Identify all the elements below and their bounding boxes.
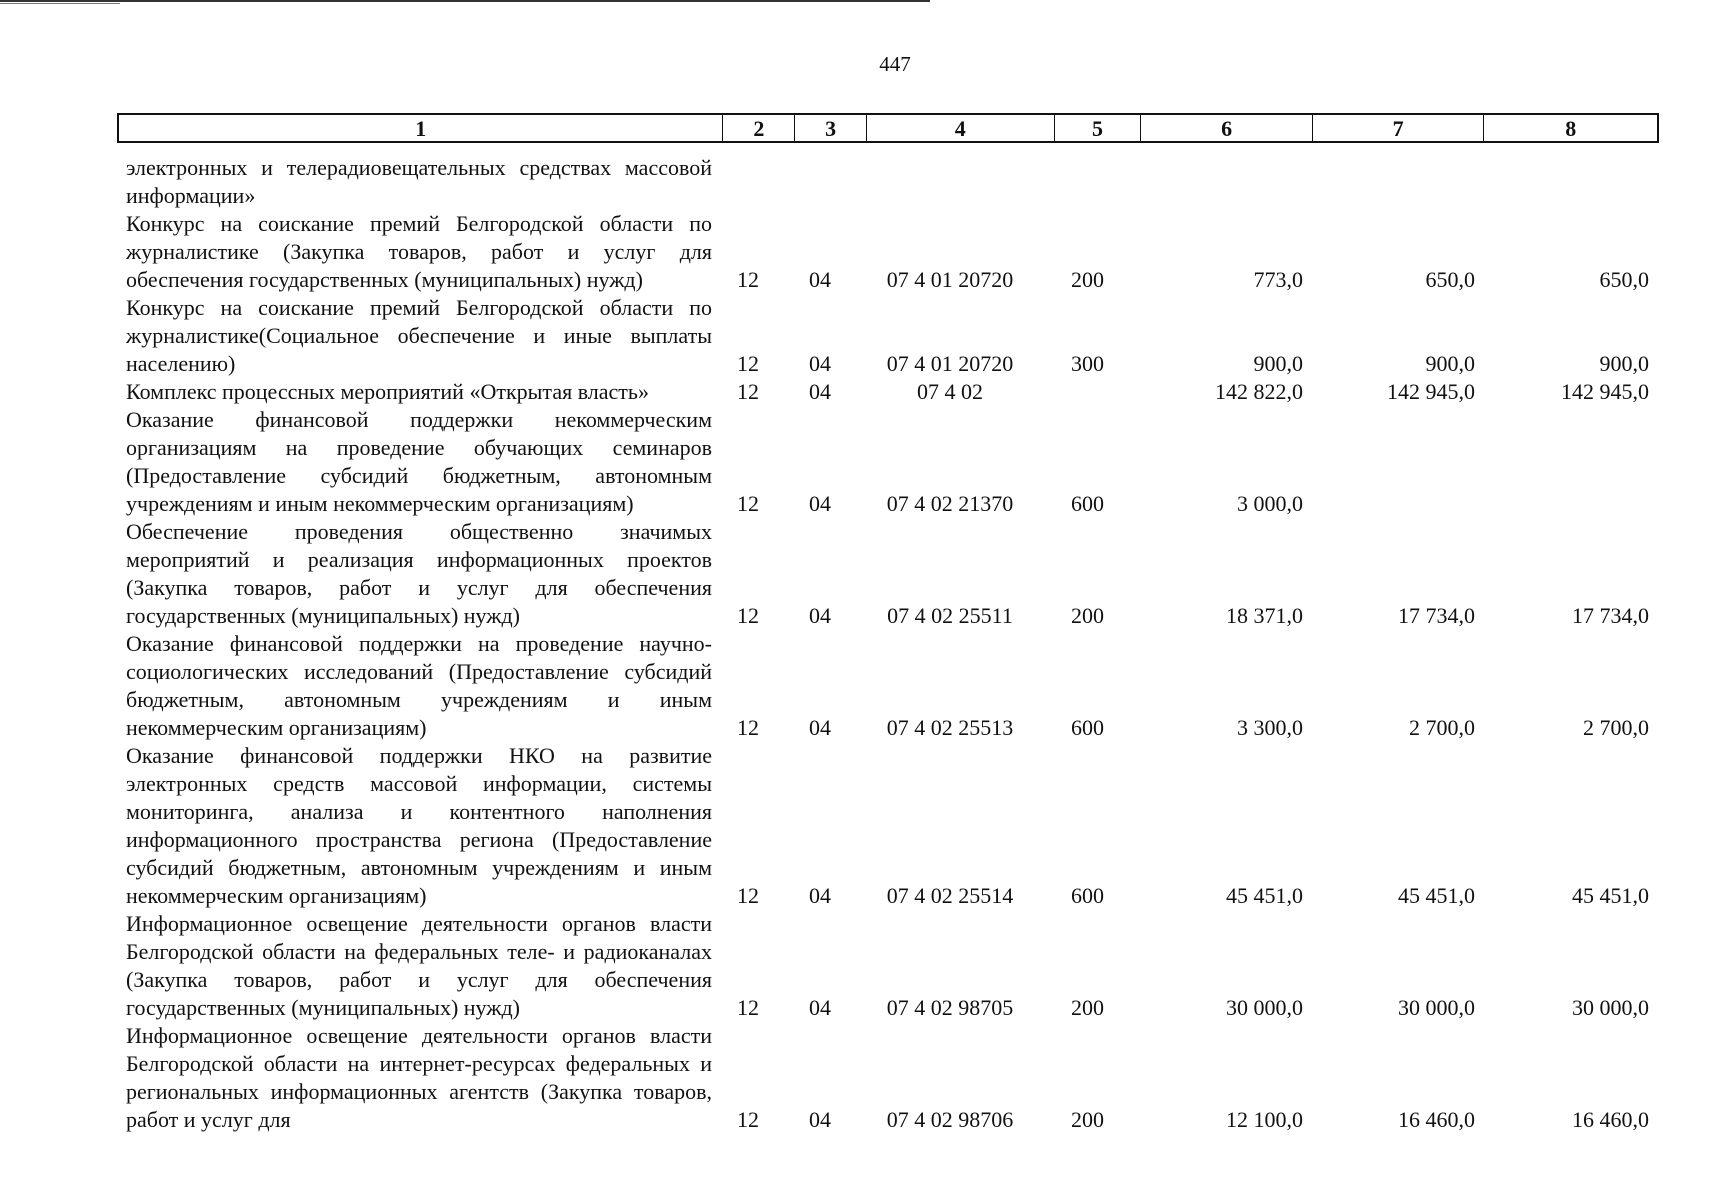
header-col-7: 7: [1313, 115, 1485, 141]
cell-section: 12: [737, 883, 759, 908]
table-row: [126, 294, 1659, 378]
header-col-2: 2: [723, 115, 795, 141]
cell-expense-type: 600: [1071, 491, 1104, 516]
cell-section: 12: [737, 995, 759, 1020]
cell-amount-col6: 45 451,0: [1226, 883, 1303, 908]
cell-amount-col6: 773,0: [1253, 267, 1303, 292]
cell-section: 12: [737, 603, 759, 628]
scan-edge-line: [0, 3, 120, 4]
table-row: [126, 742, 1659, 910]
cell-amount-col7: 900,0: [1425, 351, 1475, 376]
cell-section: 12: [737, 491, 759, 516]
header-col-4: 4: [867, 115, 1055, 141]
cell-expense-type: 200: [1071, 1107, 1104, 1132]
cell-amount-col7: 16 460,0: [1398, 1107, 1475, 1132]
cell-amount-col8: 16 460,0: [1572, 1107, 1649, 1132]
table-row: [126, 406, 1659, 518]
cell-amount-col8: 650,0: [1599, 267, 1649, 292]
cell-target-code: 07 4 01 20720: [886, 351, 1014, 376]
cell-subsection: 04: [809, 603, 831, 628]
cell-amount-col6: 18 371,0: [1226, 603, 1303, 628]
row-description: Конкурс на соискание премий Белгородской области по журналистике(Социальное обеспечение и иные выплаты населению): [126, 295, 712, 376]
cell-section: 12: [737, 1107, 759, 1132]
cell-target-code: 07 4 02: [917, 379, 983, 404]
cell-target-code: 07 4 02 25513: [886, 715, 1014, 740]
row-description: Оказание финансовой поддержки на проведение научно-социологических исследований (Предоставление субсидий бюджетным, автономным учреждениям и иным некоммерческим организациям): [126, 631, 712, 740]
cell-subsection: 04: [809, 883, 831, 908]
row-description: Оказание финансовой поддержки НКО на развитие электронных средств массовой информации, системы мониторинга, анализа и контентного наполнения информационного пространства региона (Предоставление субсидий бюджетным, автономным учреждениям и иным некоммерческим организациям): [126, 743, 712, 908]
table-row: [126, 210, 1659, 294]
cell-subsection: 04: [809, 267, 831, 292]
row-description: Информационное освещение деятельности органов власти Белгородской области на интернет-ресурсах федеральных и региональных информационных агентств (Закупка товаров, работ и услуг для: [126, 1023, 712, 1132]
cell-amount-col8: 45 451,0: [1572, 883, 1649, 908]
cell-amount-col8: 17 734,0: [1572, 603, 1649, 628]
table-body: [126, 154, 1659, 1134]
row-description: Комплекс процессных мероприятий «Открытая власть»: [126, 379, 649, 404]
row-description: Конкурс на соискание премий Белгородской области по журналистике (Закупка товаров, работ и услуг для обеспечения государственных (муниципальных) нужд): [126, 211, 712, 292]
header-col-3: 3: [795, 115, 867, 141]
cell-section: 12: [737, 379, 759, 404]
cell-subsection: 04: [809, 491, 831, 516]
cell-amount-col7: 17 734,0: [1398, 603, 1475, 628]
page-number: 447: [879, 52, 911, 76]
cell-amount-col6: 900,0: [1253, 351, 1303, 376]
header-col-5: 5: [1055, 115, 1142, 141]
cell-target-code: 07 4 02 21370: [886, 491, 1014, 516]
cell-amount-col6: 3 000,0: [1237, 491, 1303, 516]
cell-amount-col7: 45 451,0: [1398, 883, 1475, 908]
cell-expense-type: 600: [1071, 883, 1104, 908]
cell-amount-col8: 30 000,0: [1572, 995, 1649, 1020]
cell-amount-col8: 900,0: [1599, 351, 1649, 376]
header-col-8: 8: [1565, 116, 1577, 141]
cell-target-code: 07 4 02 25514: [886, 883, 1014, 908]
cell-expense-type: 200: [1071, 995, 1104, 1020]
table-row: [126, 154, 1659, 210]
row-description: электронных и телерадиовещательных средствах массовой информации»: [126, 155, 712, 208]
cell-amount-col8: 142 945,0: [1561, 379, 1649, 404]
cell-expense-type: 600: [1071, 715, 1104, 740]
cell-target-code: 07 4 02 98705: [886, 995, 1014, 1020]
cell-subsection: 04: [809, 351, 831, 376]
table-row: [126, 910, 1659, 1022]
scan-edge-line: [0, 0, 930, 2]
cell-amount-col7: 142 945,0: [1387, 379, 1475, 404]
table-row: [126, 1022, 1659, 1134]
cell-amount-col8: 2 700,0: [1583, 715, 1649, 740]
cell-target-code: 07 4 02 98706: [886, 1107, 1014, 1132]
cell-amount-col6: 3 300,0: [1237, 715, 1303, 740]
cell-subsection: 04: [809, 995, 831, 1020]
cell-section: 12: [737, 351, 759, 376]
table-header: [117, 113, 1659, 143]
cell-expense-type: 300: [1071, 351, 1104, 376]
table-row: [126, 378, 1659, 406]
row-description: Оказание финансовой поддержки некоммерческим организациям на проведение обучающих семинаров (Предоставление субсидий бюджетным, автономным учреждениям и иным некоммерческим организациям): [126, 407, 712, 516]
cell-subsection: 04: [809, 379, 831, 404]
cell-amount-col7: 30 000,0: [1398, 995, 1475, 1020]
cell-amount-col6: 30 000,0: [1226, 995, 1303, 1020]
cell-amount-col6: 12 100,0: [1226, 1107, 1303, 1132]
cell-target-code: 07 4 01 20720: [886, 267, 1014, 292]
cell-amount-col6: 142 822,0: [1215, 379, 1303, 404]
row-description: Обеспечение проведения общественно значимых мероприятий и реализация информационных проектов (Закупка товаров, работ и услуг для обеспечения государственных (муниципальных) нужд): [126, 519, 712, 628]
cell-amount-col7: 2 700,0: [1409, 715, 1475, 740]
cell-subsection: 04: [809, 715, 831, 740]
table-row: [126, 630, 1659, 742]
row-description: Информационное освещение деятельности органов власти Белгородской области на федеральных теле- и радиоканалах (Закупка товаров, работ и услуг для обеспечения государственных (муниципальных) нужд): [126, 911, 712, 1020]
cell-section: 12: [737, 267, 759, 292]
cell-amount-col7: 650,0: [1425, 267, 1475, 292]
table-row: [126, 518, 1659, 630]
cell-expense-type: 200: [1071, 267, 1104, 292]
header-col-6: 6: [1141, 115, 1313, 141]
cell-expense-type: 200: [1071, 603, 1104, 628]
cell-target-code: 07 4 02 25511: [887, 603, 1013, 628]
header-col-1: 1: [119, 115, 723, 141]
cell-subsection: 04: [809, 1107, 831, 1132]
cell-section: 12: [737, 715, 759, 740]
